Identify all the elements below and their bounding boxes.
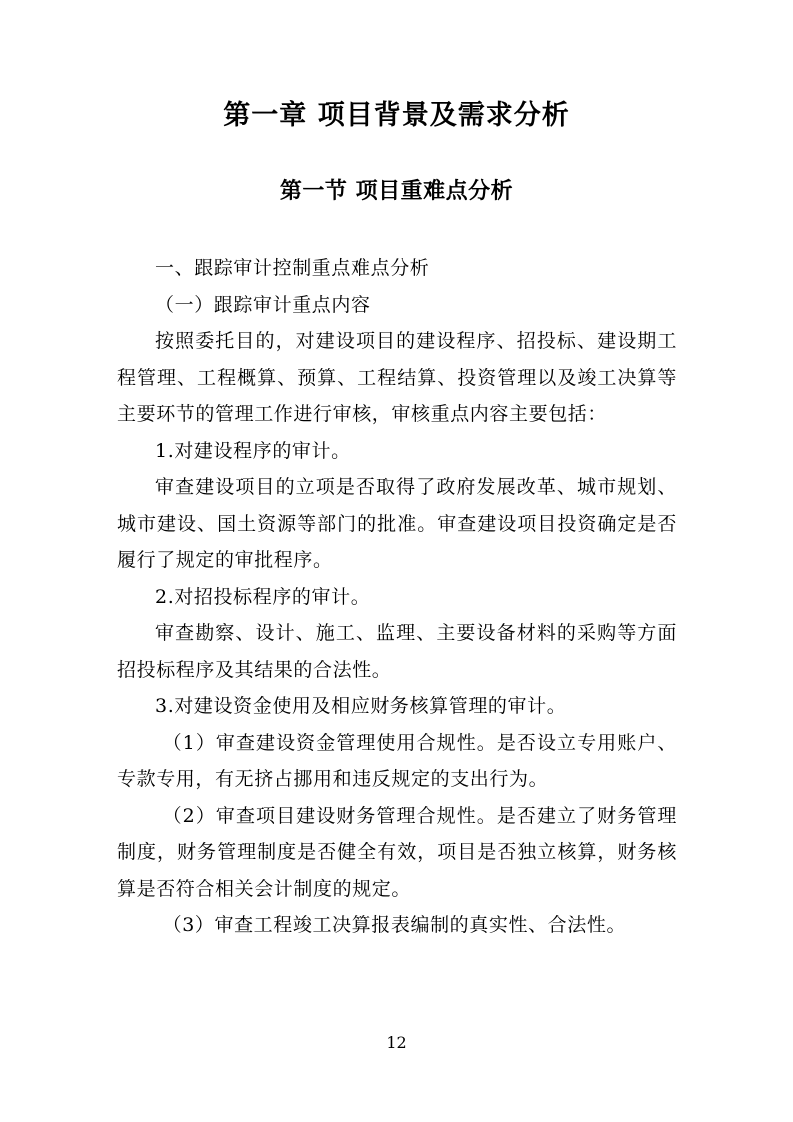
page-number: 12 xyxy=(386,1033,407,1052)
heading-level-1: 一、跟踪审计控制重点难点分析 xyxy=(155,257,430,279)
heading-level-2: （一）跟踪审计重点内容 xyxy=(155,293,371,316)
chapter-title: 第一章 项目背景及需求分析 xyxy=(223,100,570,131)
numbered-item-heading: 2.对招投标程序的审计。 xyxy=(155,585,371,608)
numbered-item-heading: 3.对建设资金使用及相应财务核算管理的审计。 xyxy=(155,695,567,717)
paragraph: 按照委托目的，对建设项目的建设程序、招投标、建设期工程管理、工程概算、预算、工程结算、投资管理以及竣工决算等主要环节的管理工作进行审核，审核重点内容主要包括： xyxy=(117,330,677,425)
sub-item: （1）审查建设资金管理使用合规性。是否设立专用账户、专款专用，有无挤占挪用和违反规定的支出行为。 xyxy=(117,731,677,790)
body-text xyxy=(117,250,677,944)
sub-item: （3）审查工程竣工决算报表编制的真实性、合法性。 xyxy=(162,914,627,936)
numbered-item-heading: 1.对建设程序的审计。 xyxy=(155,439,351,462)
sub-item: （2）审查项目建设财务管理合规性。是否建立了财务管理制度，财务管理制度是否健全有效，项目是否独立核算，财务核算是否符合相关会计制度的规定。 xyxy=(117,804,677,900)
section-title: 第一节 项目重难点分析 xyxy=(279,178,514,204)
paragraph: 审查建设项目的立项是否取得了政府发展改革、城市规划、城市建设、国土资源等部门的批准。审查建设项目投资确定是否履行了规定的审批程序。 xyxy=(117,476,677,571)
paragraph: 审查勘察、设计、施工、监理、主要设备材料的采购等方面招投标程序及其结果的合法性。 xyxy=(117,622,677,681)
